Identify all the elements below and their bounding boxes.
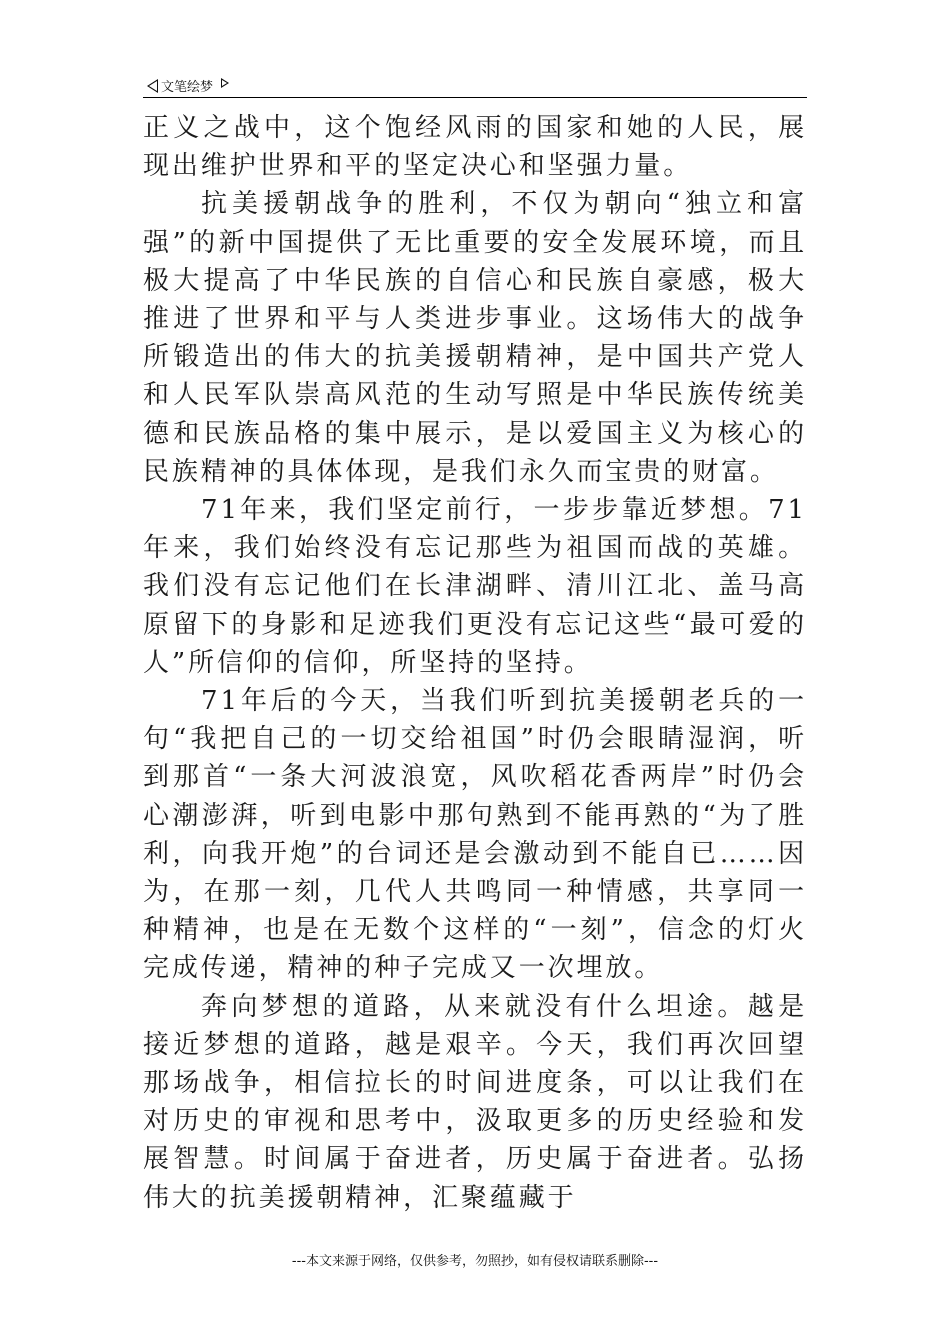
triangle-left-icon bbox=[147, 79, 158, 93]
footer-notice: ---本文来源于网络，仅供参考，勿照抄，如有侵权请联系删除--- bbox=[291, 1254, 659, 1269]
paragraph: 71年后的今天，当我们听到抗美援朝老兵的一句“我把自己的一切交给祖国”时仍会眼睛湿润，听到那首“一条大河波浪宽，风吹稻花香两岸”时仍会心潮澎湃，听到电影中那句熟到不能再熟的“为了胜利，向我开炮”的台词还是会激动到不能自已……因为，在那一刻，几代人共鸣同一种情感，共享同一种精神，也是在无数个这样的“一刻”，信念的灯火完成传递，精神的种子完成又一次埋放。 bbox=[143, 686, 807, 984]
paragraph: 奔向梦想的道路，从来就没有什么坦途。越是接近梦想的道路，越是艰辛。今天，我们再次回望那场战争，相信拉长的时间进度条，可以让我们在对历史的审视和思考中，汲取更多的历史经验和发展智慧。时间属于奋进者，历史属于奋进者。弘扬伟大的抗美援朝精神，汇聚蕴藏于 bbox=[143, 991, 807, 1213]
paragraph: 抗美援朝战争的胜利，不仅为朝向“独立和富强”的新中国提供了无比重要的安全发展环境，而且极大提高了中华民族的自信心和民族自豪感，极大推进了世界和平与人类进步事业。这场伟大的战争所锻造出的伟大的抗美援朝精神，是中国共产党人和人民军队崇高风范的生动写照是中华民族传统美德和民族品格的集中展示，是以爱国主义为核心的民族精神的具体体现，是我们永久而宝贵的财富。 bbox=[143, 189, 807, 487]
brand-name: 文笔绘梦 bbox=[161, 80, 214, 95]
paragraph: 正义之战中，这个饱经风雨的国家和她的人民，展现出维护世界和平的坚定决心和坚强力量。 bbox=[143, 113, 807, 182]
header-brand bbox=[147, 76, 229, 95]
paragraph: 71年来，我们坚定前行，一步步靠近梦想。71年来，我们始终没有忘记那些为祖国而战的英雄。我们没有忘记他们在长津湖畔、清川江北、盖马高原留下的身影和足迹我们更没有忘记这些“最可爱的人”所信仰的信仰，所坚持的坚持。 bbox=[143, 495, 807, 678]
page-header bbox=[143, 72, 807, 98]
document-body bbox=[143, 109, 807, 1217]
triangle-right-icon bbox=[221, 78, 229, 88]
